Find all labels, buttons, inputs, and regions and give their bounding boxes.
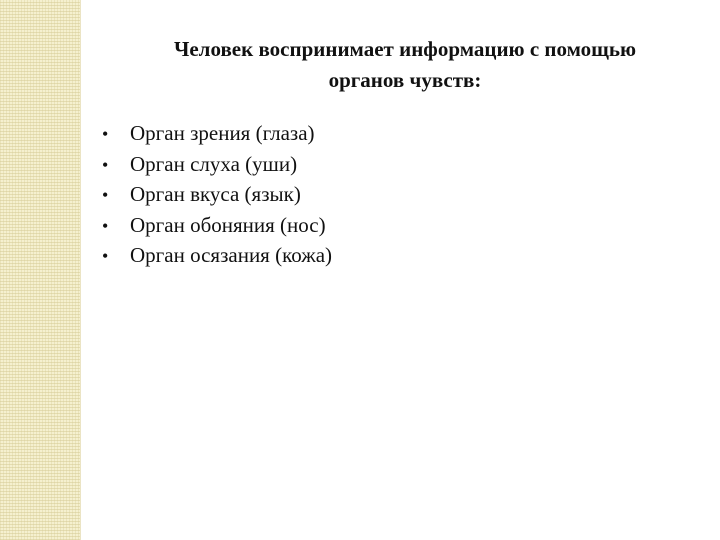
list-item-text: Орган зрения (глаза) — [130, 121, 315, 145]
list-item-text: Орган осязания (кожа) — [130, 243, 333, 267]
slide-title-line-1: Человек воспринимает информацию с помощью — [173, 37, 637, 61]
bullet-icon: • — [102, 124, 109, 144]
bullet-icon: • — [102, 154, 109, 175]
list-item-touch — [100, 241, 332, 272]
list-item-vision — [100, 119, 332, 150]
slide-title — [100, 34, 710, 96]
senses-bullet-list — [100, 119, 332, 272]
list-item-text: Орган обоняния (нос) — [130, 212, 326, 237]
side-strip-edge — [80, 0, 81, 540]
list-item-smell — [100, 211, 332, 242]
bullet-icon: • — [102, 185, 109, 205]
list-item-text: Орган вкуса (язык) — [130, 182, 301, 206]
list-item-text: Орган слуха (уши) — [130, 151, 298, 176]
bullet-icon: • — [102, 246, 109, 266]
list-item-hearing — [100, 150, 332, 181]
slide-title-line-2: органов чувств: — [328, 68, 482, 92]
bullet-icon: • — [102, 215, 109, 236]
list-item-taste — [100, 180, 332, 211]
decorative-side-strip — [0, 0, 80, 540]
